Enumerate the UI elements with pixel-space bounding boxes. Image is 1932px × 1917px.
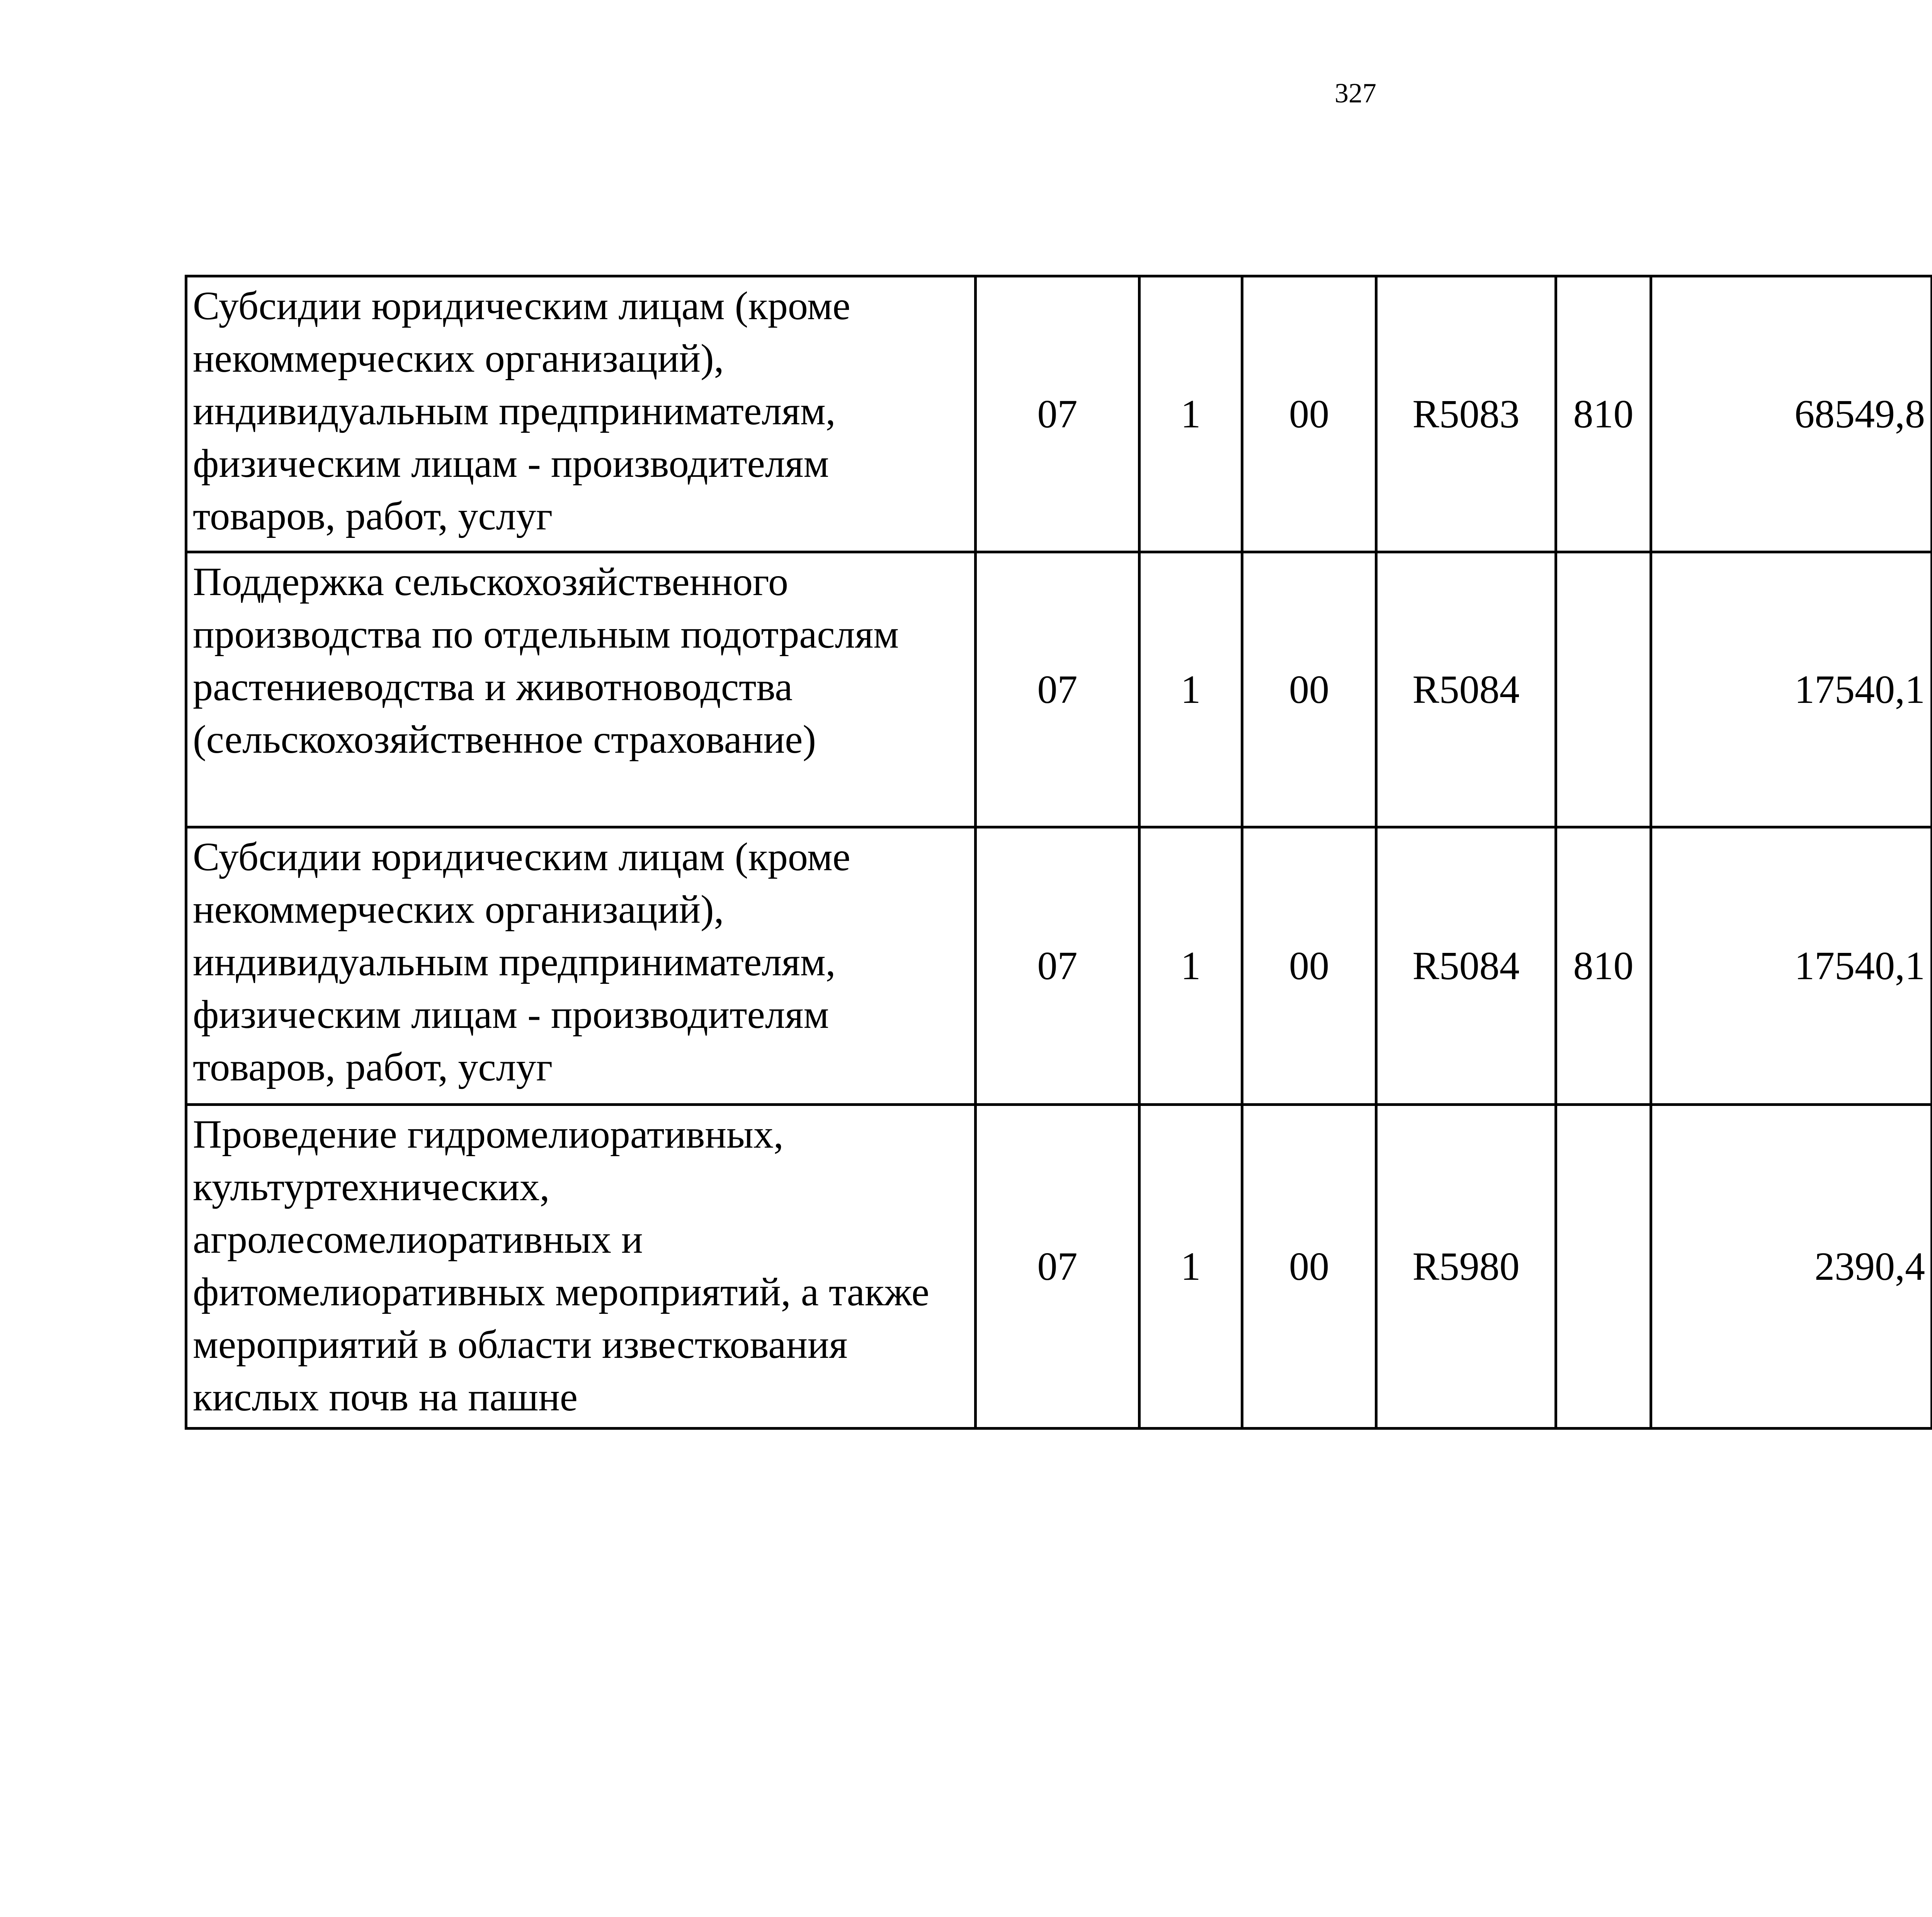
section-code-cell: 07 — [976, 276, 1139, 552]
target-code-cell: R5083 — [1376, 276, 1556, 552]
table-row — [186, 1105, 1932, 1429]
amount-1-cell: 2390,4 — [1651, 1105, 1932, 1429]
target-code-cell: R5084 — [1376, 827, 1556, 1105]
section-code-cell: 07 — [976, 827, 1139, 1105]
expense-type-cell: 810 — [1556, 827, 1651, 1105]
table-row — [186, 552, 1932, 827]
expense-type-cell — [1556, 1105, 1651, 1429]
table-row — [186, 827, 1932, 1105]
section-code-cell: 07 — [976, 552, 1139, 827]
expense-name-cell: Субсидии юридическим лицам (кроме некоммерческих организаций), индивидуальным предпринимателям, физическим лицам - производителям товаров, работ, услуг — [186, 827, 976, 1105]
expense-name-cell: Субсидии юридическим лицам (кроме некоммерческих организаций), индивидуальным предпринимателям, физическим лицам - производителям товаров, работ, услуг — [186, 276, 976, 552]
target-code-cell: R5084 — [1376, 552, 1556, 827]
target-code-cell: R5980 — [1376, 1105, 1556, 1429]
section-code-cell: 07 — [976, 1105, 1139, 1429]
expense-type-cell — [1556, 552, 1651, 827]
program-code-cell: 1 — [1139, 552, 1242, 827]
expense-name-cell: Поддержка сельскохозяйственного производства по отдельным подотраслям растениеводства и животноводства (сельскохозяйственное страхование) — [186, 552, 976, 827]
program-code-cell: 1 — [1139, 276, 1242, 552]
table-row — [186, 276, 1932, 552]
expense-name-cell: Проведение гидромелиоративных, культуртехнических, агролесомелиоративных и фитомелиоративных мероприятий, а также мероприятий в области известкования кислых почв на пашне — [186, 1105, 976, 1429]
program-code-cell: 1 — [1139, 827, 1242, 1105]
amount-1-cell: 17540,1 — [1651, 552, 1932, 827]
subprogram-code-cell: 00 — [1242, 276, 1376, 552]
amount-1-cell: 17540,1 — [1651, 827, 1932, 1105]
program-code-cell: 1 — [1139, 1105, 1242, 1429]
amount-1-cell: 68549,8 — [1651, 276, 1932, 552]
subprogram-code-cell: 00 — [1242, 827, 1376, 1105]
budget-table — [185, 275, 1932, 1430]
subprogram-code-cell: 00 — [1242, 1105, 1376, 1429]
expense-type-cell: 810 — [1556, 276, 1651, 552]
page-number: 327 — [1335, 78, 1376, 109]
subprogram-code-cell: 00 — [1242, 552, 1376, 827]
